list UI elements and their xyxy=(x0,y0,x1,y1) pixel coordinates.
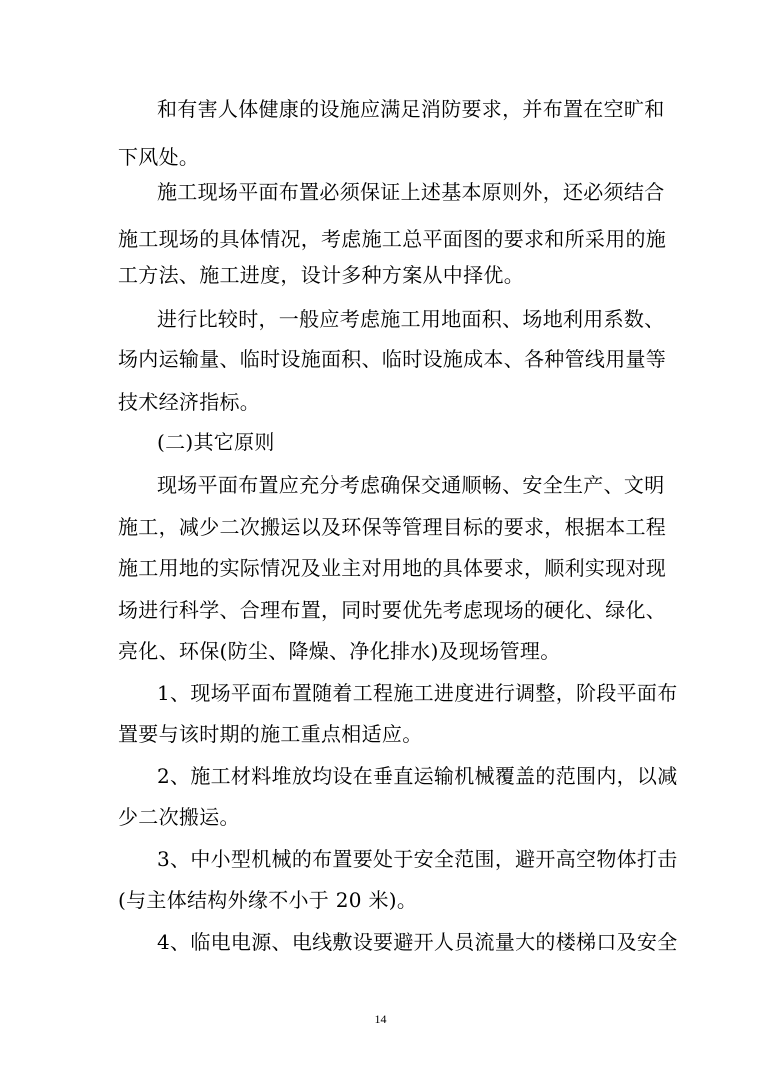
paragraph-line: 工方法、施工进度，设计多种方案从中择优。 xyxy=(118,263,524,287)
page-number: 14 xyxy=(374,1012,387,1026)
list-item-line: 3、中小型机械的布置要处于安全范围，避开高空物体打击 xyxy=(157,847,678,871)
list-item-line: 2、施工材料堆放均设在垂直运输机械覆盖的范围内，以减 xyxy=(157,764,678,788)
paragraph-line: 置要与该时期的施工重点相适应。 xyxy=(118,722,423,746)
paragraph-line: (与主体结构外缘不小于 20 米)。 xyxy=(118,888,418,912)
paragraph-line: 和有害人体健康的设施应满足消防要求，并布置在空旷和 xyxy=(157,97,665,121)
paragraph-line: 进行比较时，一般应考虑施工用地面积、场地利用系数、 xyxy=(157,307,665,331)
paragraph-line: 施工现场平面布置必须保证上述基本原则外，还必须结合 xyxy=(157,180,665,204)
section-heading: (二)其它原则 xyxy=(157,430,275,454)
paragraph-line: 亮化、环保(防尘、降燥、净化排水)及现场管理。 xyxy=(118,639,561,663)
paragraph-line: 施工，减少二次搬运以及环保等管理目标的要求，根据本工程 xyxy=(118,515,667,539)
paragraph-line: 施工用地的实际情况及业主对用地的具体要求，顺利实现对现 xyxy=(118,556,667,580)
paragraph-line: 场内运输量、临时设施面积、临时设施成本、各种管线用量等 xyxy=(118,347,667,371)
paragraph-line: 技术经济指标。 xyxy=(118,390,261,414)
paragraph-line: 场进行科学、合理布置，同时要优先考虑现场的硬化、绿化、 xyxy=(118,598,667,622)
paragraph-line: 施工现场的具体情况，考虑施工总平面图的要求和所采用的施 xyxy=(118,227,667,251)
list-item-line: 1、现场平面布置随着工程施工进度进行调整，阶段平面布 xyxy=(157,681,678,705)
paragraph-line: 少二次搬运。 xyxy=(118,805,240,829)
paragraph-line: 现场平面布置应充分考虑确保交通顺畅、安全生产、文明 xyxy=(157,473,665,497)
paragraph-line: 下风处。 xyxy=(118,145,200,169)
list-item-line: 4、临电电源、电线敷设要避开人员流量大的楼梯口及安全 xyxy=(157,930,678,954)
